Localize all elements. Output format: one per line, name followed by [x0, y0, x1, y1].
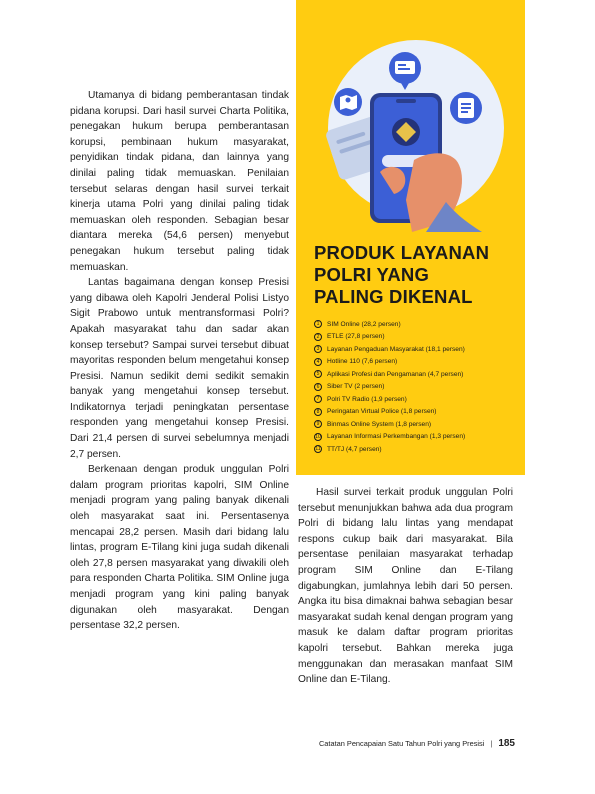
list-item [314, 393, 519, 406]
footer-separator: | [490, 739, 493, 748]
list-item [314, 318, 519, 331]
list-item-label: Siber TV (2 persen) [327, 383, 385, 391]
list-item [314, 443, 519, 456]
number-badge: 5 [314, 370, 322, 378]
list-item [314, 356, 519, 369]
paragraph: Hasil survei terkait produk unggulan Polri tersebut menunjukkan bahwa ada dua program Polri di bidang lalu lintas yang mendapat respons cukup baik dari masyarakat. Bila persentase penilaian masyarakat terhadap program SIM Online dan E-Tilang digabungkan, jumlahnya lebih dari 50 persen. Angka itu bisa dimaknai bahwa sebagian besar masyarakat sudah kenal dengan program yang masuk ke dalam daftar program prioritas kapolri tersebut. Bahkan mereka juga menggunakan dan merasakan manfaat SIM Online dan E-Tilang. [298, 487, 513, 686]
list-item-label: Peringatan Virtual Police (1,8 persen) [327, 408, 437, 416]
map-location-icon [334, 88, 362, 116]
list-item [314, 381, 519, 394]
phone-illustration [296, 0, 525, 232]
title-line: PALING DIKENAL [314, 286, 473, 307]
list-item [314, 331, 519, 344]
page-number: 185 [498, 738, 515, 749]
title-line: PRODUK LAYANAN [314, 242, 490, 263]
title-line: POLRI YANG [314, 264, 430, 285]
number-badge: 8 [314, 408, 322, 416]
list-item-label: Polri TV Radio (1,9 persen) [327, 395, 407, 403]
number-badge: 9 [314, 420, 322, 428]
number-badge: 7 [314, 395, 322, 403]
list-item [314, 368, 519, 381]
list-item [314, 406, 519, 419]
infobox [296, 0, 525, 475]
paragraph: Lantas bagaimana dengan konsep Presisi yang dibawa oleh Kapolri Jenderal Polisi Listyo Sigit Prabowo untuk mentransformasi Polri? Apakah masyarakat tahu dan sadar akan konsep tersebut? Sampai survei tersebut dibuat mayoritas responden belum mengetahui konsep Presisi. Namun sedikit demi sedikit semakin banyak yang mengetahui konsep tersebut. Indikatornya terjadi peningkatan persentase responden yang mengetahui konsep Presisi. Dari 21,4 persen di survei sebelumnya menjadi 2,7 persen. [70, 277, 289, 460]
paragraph: Berkenaan dengan produk unggulan Polri dalam program prioritas kapolri, SIM Online menjadi program yang paling banyak dikenali oleh masyarakat saat ini. Persentasenya mencapai 28,2 persen. Masih dari bidang lalu lintas, program E-Tilang kini juga sudah dikenali oleh 27,8 persen masyarakat yang diwakili oleh para responden Charta Politika. SIM Online juga menjadi program yang kini paling banyak digunakan oleh masyarakat. Dengan persentase 32,2 persen. [70, 464, 289, 632]
list-item-label: Binmas Online System (1,8 persen) [327, 420, 432, 428]
document-icon [450, 92, 482, 124]
right-text-column [298, 485, 513, 688]
infobox-title [314, 242, 519, 308]
list-item-label: Layanan Informasi Perkembangan (1,3 persen) [327, 433, 466, 441]
list-item-label: SIM Online (28,2 persen) [327, 320, 401, 328]
list-item-label: Aplikasi Profesi dan Pengamanan (4,7 persen) [327, 370, 464, 378]
left-text-column [70, 88, 289, 634]
number-badge: 3 [314, 345, 322, 353]
list-item [314, 418, 519, 431]
page-footer [300, 738, 515, 749]
footer-title: Catatan Pencapaian Satu Tahun Polri yang Presisi [318, 739, 485, 748]
list-item [314, 431, 519, 444]
list-item-label: Hotline 110 (7,6 persen) [327, 358, 398, 366]
number-badge: 11 [315, 446, 321, 453]
number-badge: 6 [314, 383, 322, 391]
list-item-label: Layanan Pengaduan Masyarakat (18,1 persen) [327, 345, 465, 353]
paragraph: Utamanya di bidang pemberantasan tindak pidana korupsi. Dari hasil survei Charta Politika, penegakan hukum berupa pemberantasan korupsi, pembinaan hukum masyarakat, penyidikan tindak pidana, dan lainnya yang dinilai paling tidak memuaskan. Penilaian tersebut selaras dengan hasil survei terkait kinerja utama Polri yang dinilai paling tidak memuaskan oleh responden. Sebagian besar diantara mereka (54,6 persen) menyebut penegakan hukum tersebut paling tidak memuaskan. [70, 90, 289, 273]
number-badge: 4 [314, 358, 322, 366]
product-list [314, 318, 519, 456]
list-item-label: ETLE (27,8 persen) [327, 333, 385, 341]
number-badge: 10 [315, 433, 321, 440]
number-badge: 2 [314, 333, 322, 341]
list-item-label: TT/TJ (4,7 persen) [327, 445, 382, 453]
number-badge: 1 [314, 320, 322, 328]
list-item [314, 343, 519, 356]
